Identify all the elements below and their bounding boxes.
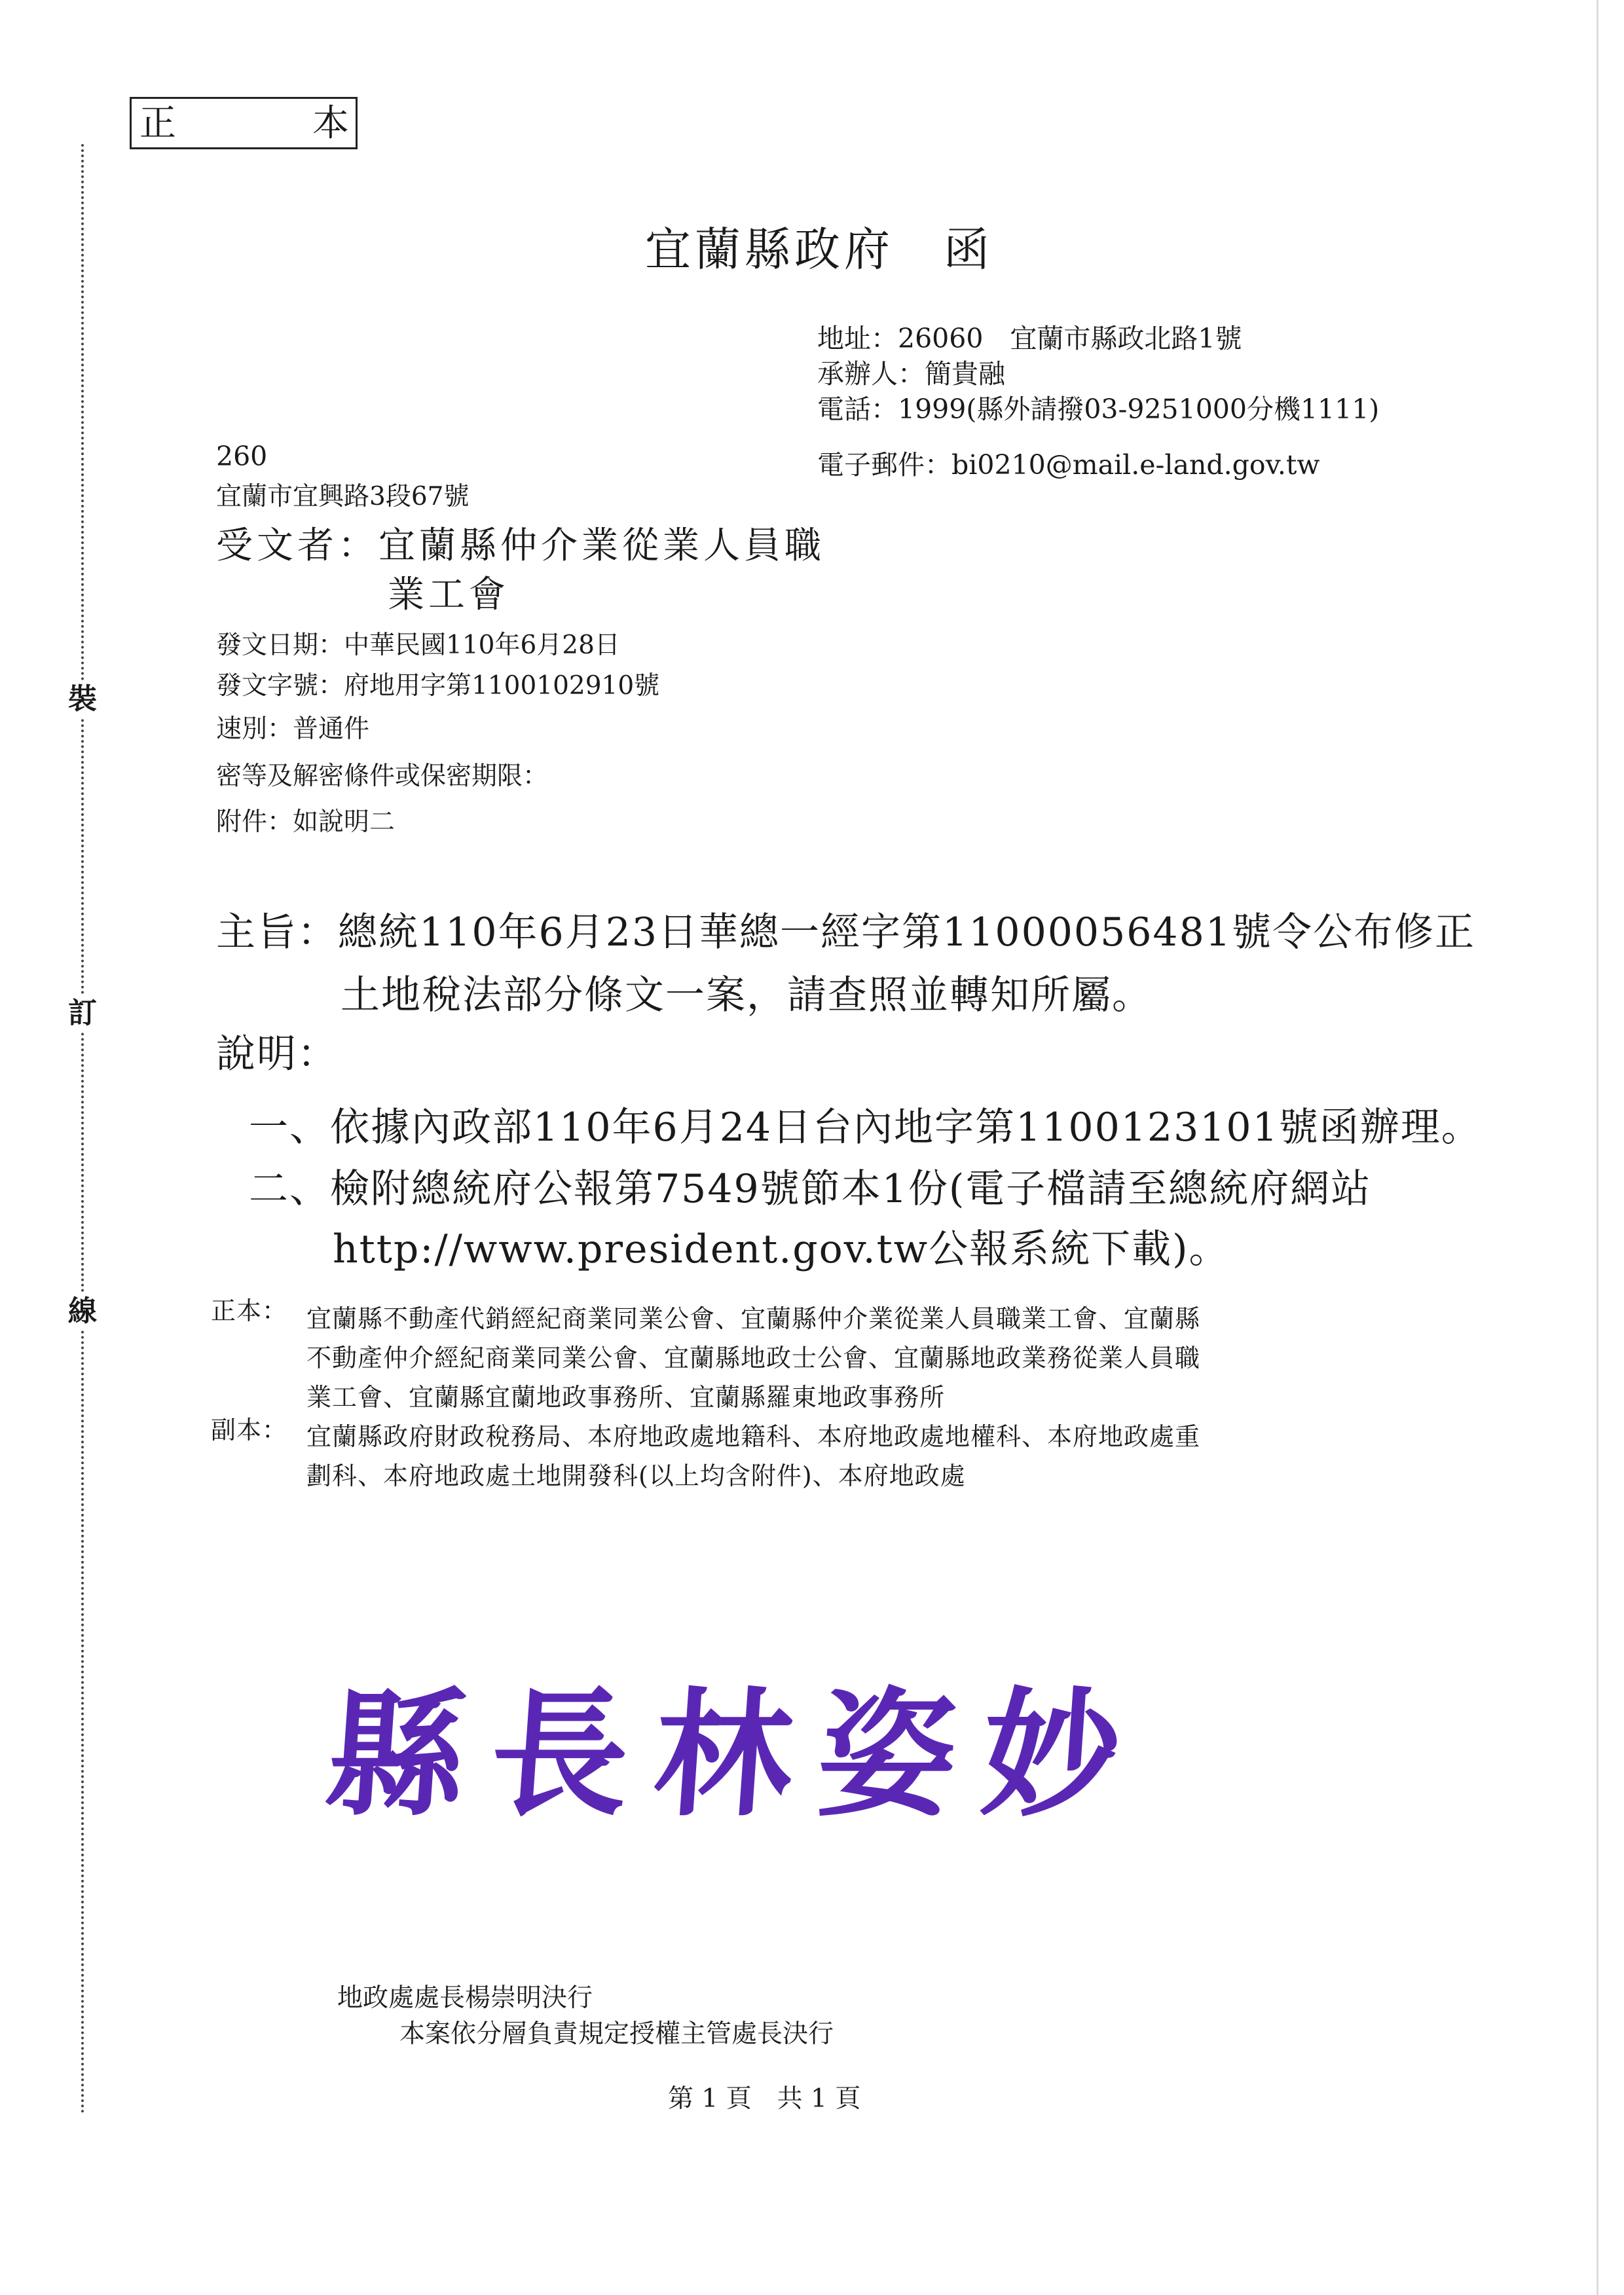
document-title: 宜蘭縣政府 函	[645, 223, 993, 276]
explanation-item-1: 一、依據內政部110年6月24日台內地字第1100123101號函辦理。	[249, 1105, 1482, 1150]
delegation-line-2: 本案依分層負責規定授權主管處長決行	[399, 2019, 834, 2049]
copy-recipients-line: 宜蘭縣政府財政稅務局、本府地政處地籍科、本府地政處地權科、本府地政處重	[306, 1422, 1201, 1451]
copy-type-left: 正	[139, 102, 176, 145]
binding-line	[81, 144, 84, 2115]
mailing-address: 宜蘭市宜興路3段67號	[216, 482, 470, 511]
magistrate-signature: 縣長林姿妙	[322, 1674, 1152, 1835]
recipient-line1: 受文者：宜蘭縣仲介業從業人員職	[216, 524, 825, 567]
delegation-line-1: 地政處處長楊崇明決行	[337, 1983, 593, 2013]
explanation-item-2-url: http://www.president.gov.tw公報系統下載)。	[333, 1226, 1230, 1272]
original-recipients-line: 宜蘭縣不動產代銷經紀商業同業公會、宜蘭縣仲介業從業人員職業工會、宜蘭縣	[306, 1304, 1201, 1333]
copy-recipients-label: 副本：	[211, 1416, 288, 1444]
binding-mark-xian: 線	[63, 1293, 102, 1330]
page-edge	[1596, 0, 1598, 2295]
original-recipients-line: 不動產仲介經紀商業同業公會、宜蘭縣地政士公會、宜蘭縣地政業務從業人員職	[306, 1344, 1201, 1372]
recipient-line2: 業工會	[388, 574, 509, 616]
explanation-heading: 說明：	[216, 1031, 338, 1077]
sender-phone: 電話：1999(縣外請撥03-9251000分機1111)	[817, 394, 1380, 425]
binding-mark-ding: 訂	[63, 995, 102, 1032]
copy-type-right: 本	[312, 102, 349, 145]
explanation-item-2: 二、檢附總統府公報第7549號節本1份(電子檔請至總統府網站	[249, 1166, 1372, 1212]
subject-line1: 主旨：總統110年6月23日華總一經字第11000056481號令公布修正	[216, 909, 1475, 955]
copy-recipients-line: 劃科、本府地政處土地開發科(以上均含附件)、本府地政處	[306, 1461, 966, 1490]
speed: 速別：普通件	[216, 714, 370, 744]
issue-date: 發文日期：中華民國110年6月28日	[216, 631, 620, 660]
copy-type-box	[130, 97, 358, 149]
sender-handler: 承辦人：簡貴融	[817, 358, 1005, 390]
postal-code: 260	[216, 441, 268, 472]
sender-email: 電子郵件：bi0210@mail.e-land.gov.tw	[817, 449, 1320, 481]
original-recipients-line: 業工會、宜蘭縣宜蘭地政事務所、宜蘭縣羅東地政事務所	[306, 1383, 946, 1412]
sender-address: 地址：26060 宜蘭市縣政北路1號	[817, 323, 1242, 354]
original-recipients-label: 正本：	[211, 1296, 288, 1325]
secrecy: 密等及解密條件或保密期限：	[216, 762, 549, 791]
attachment: 附件：如說明二	[216, 807, 396, 837]
doc-number: 發文字號：府地用字第1100102910號	[216, 671, 660, 701]
subject-line2: 土地稅法部分條文一案，請查照並轉知所屬。	[341, 972, 1153, 1018]
binding-mark-zhuang: 裝	[63, 681, 102, 718]
page-number: 第 1 頁 共 1 頁	[668, 2084, 861, 2114]
